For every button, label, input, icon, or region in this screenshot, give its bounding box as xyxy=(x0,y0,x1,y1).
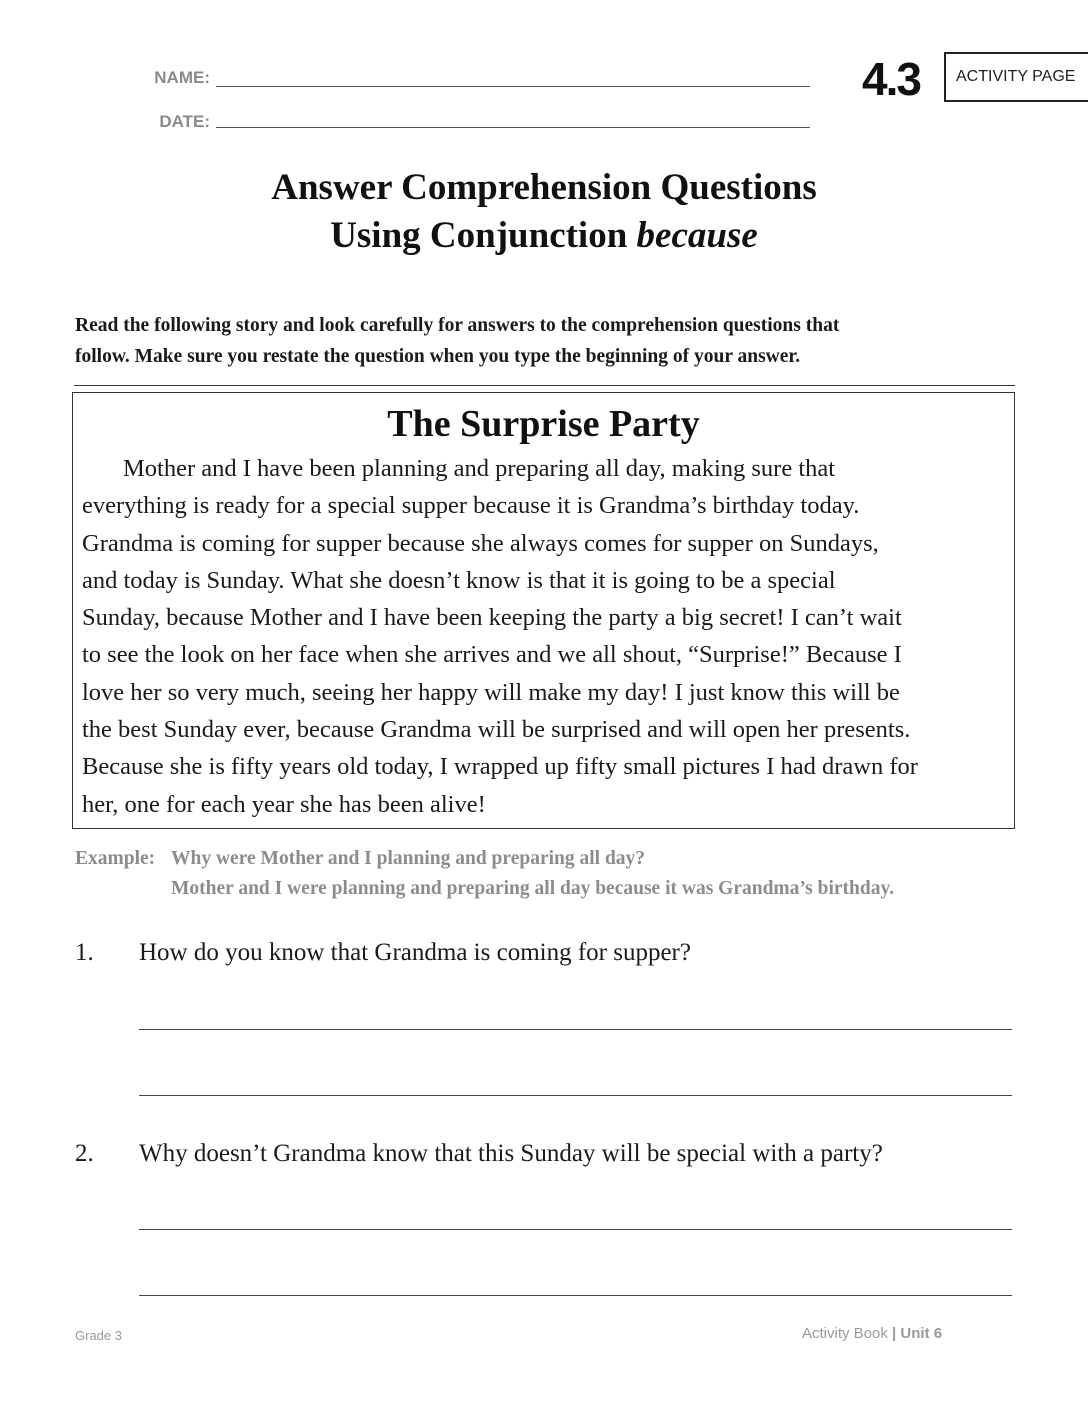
story-line: the best Sunday ever, because Grandma will be surprised and will open her presents. xyxy=(82,716,911,744)
activity-page-label: ACTIVITY PAGE xyxy=(956,68,1076,85)
footer-book: Activity Book xyxy=(802,1325,888,1342)
story-line: Grandma is coming for supper because she always comes for supper on Sundays, xyxy=(82,529,879,557)
story-line: her, one for each year she has been alive! xyxy=(82,790,486,818)
question-1-answer-line-2[interactable] xyxy=(139,1095,1012,1096)
story-line: love her so very much, seeing her happy will make my day! I just know this will be xyxy=(82,678,900,706)
story-body xyxy=(82,450,1012,823)
story-title: The Surprise Party xyxy=(387,403,700,445)
title-line-2: Using Conjunction because xyxy=(330,215,758,256)
example-label: Example: xyxy=(75,848,156,869)
question-2-number: 2. xyxy=(75,1140,94,1167)
example-question: Why were Mother and I planning and preparing all day? xyxy=(171,848,646,869)
footer-grade: Grade 3 xyxy=(75,1328,122,1343)
lesson-number: 4.3 xyxy=(862,53,920,105)
story-line: Because she is fifty years old today, I wrapped up fifty small pictures I had drawn for xyxy=(82,753,918,781)
story-line: everything is ready for a special supper because it is Grandma’s birthday today. xyxy=(82,492,860,520)
instructions-line-2: follow. Make sure you restate the question when you type the beginning of your answer. xyxy=(75,346,801,367)
story-line: and today is Sunday. What she doesn’t know is that it is going to be a special xyxy=(82,566,836,594)
instructions-line-1: Read the following story and look carefully for answers to the comprehension questions that xyxy=(75,315,840,336)
footer-unit: Unit 6 xyxy=(900,1325,943,1342)
title-italic-word: because xyxy=(636,215,758,256)
question-1-answer-line-1[interactable] xyxy=(139,1029,1012,1030)
story-line: Mother and I have been planning and preparing all day, making sure that xyxy=(123,455,836,482)
date-label: DATE: xyxy=(159,112,210,131)
question-2-answer-line-1[interactable] xyxy=(139,1229,1012,1230)
example-answer: Mother and I were planning and preparing all day because it was Grandma’s birthday. xyxy=(171,878,895,899)
question-2-answer-line-2[interactable] xyxy=(139,1295,1012,1296)
story-line: Sunday, because Mother and I have been keeping the party a big secret! I can’t wait xyxy=(82,604,902,632)
name-field[interactable] xyxy=(216,86,810,87)
name-label: NAME: xyxy=(154,68,210,87)
date-field[interactable] xyxy=(216,127,810,128)
question-1-text: How do you know that Grandma is coming for supper? xyxy=(139,939,691,966)
footer-book-unit xyxy=(802,1325,942,1342)
story-top-rule xyxy=(74,385,1015,386)
question-2-text: Why doesn’t Grandma know that this Sunday will be special with a party? xyxy=(139,1140,883,1167)
title-line-1: Answer Comprehension Questions xyxy=(271,167,817,208)
story-line: to see the look on her face when she arrives and we all shout, “Surprise!” Because I xyxy=(82,641,902,669)
question-1-number: 1. xyxy=(75,939,94,966)
instructions xyxy=(75,310,1025,372)
activity-page-badge xyxy=(944,52,1088,102)
page-title xyxy=(0,164,1088,260)
footer-separator: | xyxy=(892,1325,897,1342)
